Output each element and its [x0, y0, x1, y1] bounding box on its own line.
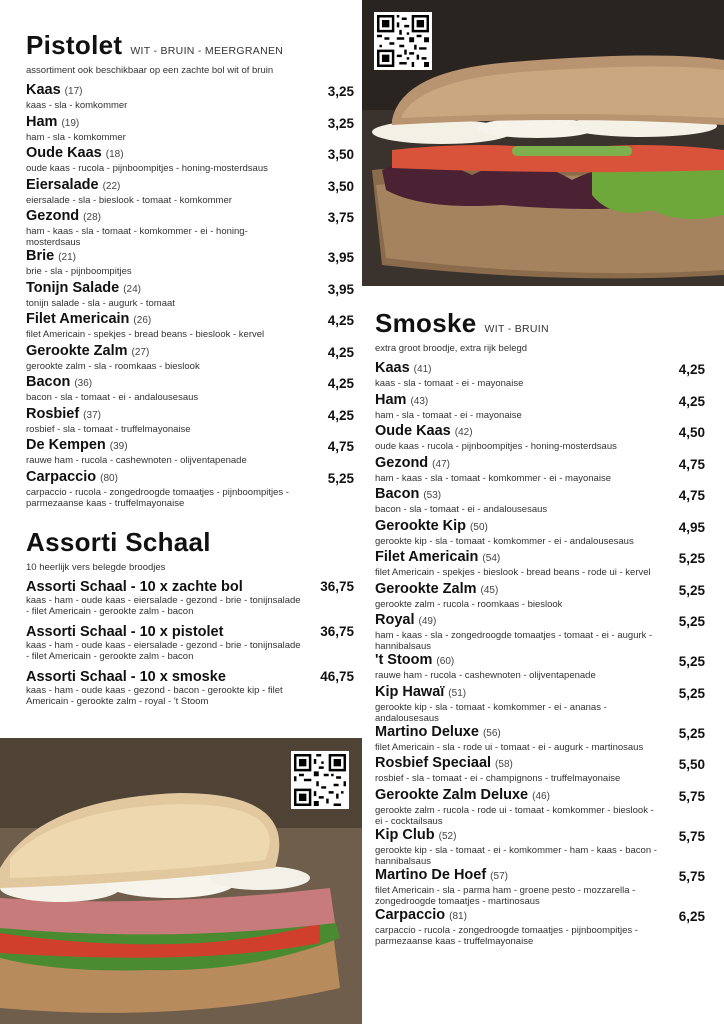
- menu-item: [26, 406, 362, 438]
- menu-item-title: [375, 360, 657, 378]
- menu-item-title: [26, 248, 294, 266]
- menu-item-name: Assorti Schaal - 10 x smoske: [26, 668, 226, 685]
- menu-item-price: 5,25: [678, 551, 705, 566]
- menu-item-info: [375, 827, 657, 867]
- menu-item-title: [375, 486, 657, 504]
- menu-item-number: (27): [131, 346, 150, 358]
- menu-item-description: ham - kaas - sla - tomaat - komkommer - ei - mayonaise: [375, 472, 611, 484]
- menu-item: [375, 652, 724, 684]
- menu-item-title: [26, 208, 294, 226]
- menu-item-number: (80): [100, 472, 118, 484]
- assorti-header: [26, 527, 362, 558]
- menu-item-description: gerookte kip - sla - tomaat - komkommer - ei - andalousesaus: [375, 535, 634, 547]
- menu-item-price: 5,25: [678, 582, 705, 598]
- menu-item-number: (56): [482, 727, 501, 739]
- menu-item: [26, 177, 362, 209]
- menu-item: [375, 755, 724, 787]
- menu-item-price: 4,25: [327, 407, 354, 423]
- menu-item-name: Martino De Hoef: [375, 866, 487, 883]
- menu-item-title: [375, 684, 657, 702]
- menu-item-info: [26, 177, 294, 206]
- menu-item-info: [26, 374, 294, 403]
- menu-item-price: 4,25: [327, 344, 354, 360]
- menu-item-name: Kip Hawaï: [375, 683, 445, 700]
- menu-item-title: [26, 669, 302, 685]
- right-column: [362, 286, 724, 1024]
- menu-item-name: De Kempen: [26, 437, 106, 453]
- menu-item-price: 4,25: [678, 393, 705, 409]
- menu-item-info: [375, 755, 657, 784]
- menu-item-description: ham - sla - komkommer: [26, 131, 126, 143]
- menu-item-description: filet Americain - spekjes - bieslook - bread beans - rode ui - kervel: [375, 567, 651, 578]
- menu-item-title: [375, 867, 657, 885]
- menu-item-number: (39): [109, 441, 128, 452]
- menu-item-description: rauwe ham - rucola - cashewnoten - olijventapenade: [26, 455, 247, 466]
- menu-item-name: Rosbief: [26, 405, 80, 422]
- menu-item-number: (19): [61, 117, 80, 129]
- menu-item-price: 5,25: [327, 470, 354, 486]
- menu-item-name: Gerookte Zalm: [375, 580, 477, 597]
- menu-item-name: Gerookte Zalm Deluxe: [375, 786, 529, 803]
- menu-item-name: Kip Club: [375, 826, 435, 843]
- menu-item-number: (51): [448, 687, 467, 699]
- menu-item-price: 5,75: [678, 828, 705, 844]
- menu-item-price: 46,75: [320, 668, 354, 684]
- menu-item-number: (60): [436, 656, 455, 667]
- menu-item: [375, 827, 724, 867]
- menu-item-description: oude kaas - rucola - pijnboompitjes - honing-mosterdsaus: [26, 163, 268, 174]
- assorti-title: Assorti Schaal: [26, 526, 211, 557]
- menu-item-name: Tonijn Salade: [26, 279, 120, 296]
- smoske-title: Smoske: [375, 308, 477, 338]
- menu-item-number: (17): [64, 86, 83, 97]
- menu-item-info: [375, 486, 657, 515]
- menu-item-description: gerookte zalm - rucola - roomkaas - bieslook: [375, 598, 563, 610]
- menu-item-number: (26): [133, 315, 152, 326]
- menu-item-title: [375, 455, 657, 473]
- menu-item-price: 4,75: [327, 439, 354, 454]
- menu-item: [375, 724, 724, 756]
- menu-item-description: rauwe ham - rucola - cashewnoten - olijventapenade: [375, 670, 596, 681]
- sandwich-photo-top: [362, 0, 724, 286]
- menu-item: [26, 374, 362, 406]
- menu-item-name: Eiersalade: [26, 176, 99, 193]
- menu-item-price: 4,50: [678, 425, 705, 440]
- menu-item-number: (47): [432, 458, 450, 470]
- menu-item-price: 3,75: [327, 210, 354, 225]
- menu-item-info: [375, 907, 657, 947]
- menu-item-name: Bacon: [26, 374, 71, 390]
- menu-item: [26, 248, 362, 280]
- menu-item-description: kaas - sla - komkommer: [26, 100, 128, 111]
- menu-item-number: (50): [470, 521, 488, 533]
- menu-item-name: Rosbief Speciaal: [375, 755, 492, 771]
- menu-item-title: [26, 145, 294, 163]
- menu-item-title: [26, 177, 294, 195]
- menu-item-name: Carpaccio: [26, 468, 97, 485]
- menu-item-name: Ham: [375, 391, 407, 408]
- menu-item-title: [375, 392, 657, 410]
- menu-item-name: Carpaccio: [375, 906, 446, 923]
- menu-item-price: 3,95: [327, 250, 354, 265]
- menu-item-info: [26, 311, 294, 340]
- menu-item-name: Ham: [26, 113, 58, 130]
- menu-item-price: 3,25: [327, 84, 354, 99]
- menu-item: [375, 518, 724, 550]
- menu-item-info: [26, 406, 294, 435]
- menu-item-price: 5,50: [678, 757, 705, 772]
- menu-item-name: Gerookte Kip: [375, 517, 467, 534]
- menu-item-info: [26, 624, 302, 662]
- menu-item-number: (24): [123, 283, 141, 295]
- menu-item-number: (52): [438, 830, 457, 842]
- menu-item-description: ham - sla - tomaat - ei - mayonaise: [375, 409, 522, 421]
- menu-item-number: (53): [423, 490, 442, 501]
- menu-item: [375, 455, 724, 487]
- menu-item-description: ham - kaas - sla - tomaat - komkommer - ei - honing-mosterdsaus: [26, 226, 248, 248]
- menu-item-price: 3,25: [327, 115, 354, 131]
- menu-item-description: filet Americain - spekjes - bread beans - bieslook - kervel: [26, 329, 265, 340]
- menu-item-info: [26, 343, 294, 372]
- menu-item-title: [26, 579, 302, 595]
- sandwich-photo-bottom: [0, 738, 362, 1024]
- menu-item-title: [375, 652, 657, 670]
- menu-item-name: Oude Kaas: [26, 145, 102, 161]
- menu-item-info: [375, 867, 657, 907]
- menu-item-title: [26, 624, 302, 640]
- menu-item-title: [375, 724, 657, 742]
- menu-item-title: [375, 549, 657, 567]
- menu-item: [375, 549, 724, 581]
- menu-item-description: kaas - ham - oude kaas - eiersalade - gezond - brie - tonijnsalade - filet Americain - gerookte zalm - bacon: [26, 639, 301, 662]
- menu-item-price: 4,25: [327, 376, 354, 391]
- menu-item-number: (46): [532, 790, 550, 802]
- menu-item-number: (49): [418, 616, 437, 627]
- pistolet-header: [26, 30, 362, 61]
- menu-item-number: (37): [83, 409, 101, 421]
- smoske-subtitle: WIT - BRUIN: [484, 323, 549, 335]
- menu-item: [26, 280, 362, 312]
- menu-item-title: [375, 787, 657, 805]
- menu-item-description: brie - sla - pijnboompitjes: [26, 266, 132, 277]
- menu-item-info: [375, 455, 657, 484]
- menu-item-title: [375, 612, 657, 630]
- menu-item-description: filet Americain - sla - parma ham - groene pesto - mozzarella - zongedroogde tomaatjes - martinosaus: [375, 884, 636, 907]
- pistolet-title: Pistolet: [26, 30, 123, 60]
- smoske-header: [375, 308, 724, 339]
- menu-item-price: 5,25: [678, 725, 705, 741]
- menu-item-price: 4,25: [678, 362, 705, 377]
- menu-item-price: 36,75: [320, 623, 354, 639]
- menu-item: [26, 343, 362, 375]
- menu-item-description: kaas - ham - oude kaas - eiersalade - gezond - brie - tonijnsalade - filet Americain - gerookte zalm - bacon: [26, 594, 301, 617]
- menu-item-info: [26, 82, 294, 111]
- menu-item-description: gerookte kip - sla - tomaat - komkommer - ei - ananas - andalousesaus: [375, 701, 607, 724]
- menu-item-name: Kaas: [375, 360, 410, 376]
- menu-item-description: tonijn salade - sla - augurk - tomaat: [26, 297, 175, 309]
- pistolet-subtitle: WIT - BRUIN - MEERGRANEN: [130, 45, 284, 57]
- menu-item-title: [26, 114, 294, 132]
- menu-item-info: [26, 669, 302, 707]
- assorti-list: [26, 579, 362, 714]
- menu-item-title: [26, 374, 294, 392]
- menu-item: [375, 360, 724, 392]
- menu-item-title: [26, 82, 294, 100]
- menu-item: [375, 684, 724, 724]
- menu-item-name: Gerookte Zalm: [26, 342, 128, 359]
- qr-code-icon: [291, 751, 349, 809]
- menu-item-name: Assorti Schaal - 10 x zachte bol: [26, 578, 243, 595]
- menu-item-info: [26, 114, 294, 143]
- menu-item-info: [375, 684, 657, 724]
- menu-item-number: (57): [490, 870, 508, 882]
- menu-item-price: 5,75: [678, 788, 705, 804]
- menu-item-number: (54): [482, 553, 501, 564]
- menu-item-title: [375, 581, 657, 599]
- menu-item: [375, 486, 724, 518]
- menu-item-number: (58): [495, 759, 513, 770]
- menu-item-description: bacon - sla - tomaat - ei - andalousesaus: [26, 392, 199, 403]
- pistolet-list: [26, 82, 362, 509]
- menu-item-info: [375, 787, 657, 827]
- menu-item-title: [375, 518, 657, 536]
- assorti-note: 10 heerlijk vers belegde broodjes: [26, 561, 166, 573]
- menu-item-title: [375, 827, 657, 845]
- menu-item-name: Gezond: [26, 208, 80, 224]
- menu-item-description: gerookte zalm - rucola - rode ui - tomaat - komkommer - bieslook - ei - cocktailsaus: [375, 804, 654, 827]
- menu-item-info: [375, 652, 657, 681]
- menu-item-info: [375, 581, 657, 610]
- menu-item-number: (28): [83, 212, 101, 223]
- menu-item-info: [26, 145, 294, 174]
- menu-item: [375, 787, 724, 827]
- menu-item-name: Oude Kaas: [375, 423, 451, 439]
- menu-item-number: (45): [480, 584, 499, 596]
- menu-item-name: 't Stoom: [375, 652, 433, 668]
- menu-item: [26, 437, 362, 469]
- pistolet-note: assortiment ook beschikbaar op een zachte bol wit of bruin: [26, 65, 274, 76]
- menu-item-info: [26, 280, 294, 309]
- menu-item-info: [26, 208, 294, 248]
- menu-item-title: [375, 755, 657, 773]
- menu-item: [26, 469, 362, 509]
- menu-item-description: carpaccio - rucola - zongedroogde tomaatjes - pijnboompitjes - parmezaanse kaas - truffelmayonaise: [26, 486, 289, 509]
- menu-item-number: (43): [410, 395, 429, 407]
- menu-item-price: 5,25: [678, 654, 705, 669]
- menu-item-title: [26, 343, 294, 361]
- menu-item-price: 4,75: [678, 456, 705, 472]
- menu-item-price: 4,25: [327, 313, 354, 328]
- menu-item-price: 3,50: [327, 178, 354, 194]
- menu-item-info: [375, 518, 657, 547]
- menu-item-name: Gezond: [375, 454, 429, 471]
- menu-item-info: [375, 392, 657, 421]
- smoske-list: [375, 360, 724, 947]
- menu-item: [375, 581, 724, 613]
- menu-item-description: rosbief - sla - tomaat - truffelmayonaise: [26, 423, 191, 435]
- menu-item-info: [26, 469, 294, 509]
- menu-item-name: Filet Americain: [375, 549, 479, 565]
- qr-code-icon: [374, 12, 432, 70]
- left-column: [0, 0, 362, 738]
- menu-item-price: 4,95: [678, 519, 705, 535]
- menu-item-title: [375, 907, 657, 925]
- menu-item: [375, 423, 724, 455]
- menu-item-price: 5,25: [678, 685, 705, 701]
- menu-item-title: [26, 406, 294, 424]
- smoske-note: extra groot broodje, extra rijk belegd: [375, 343, 528, 354]
- menu-item-info: [375, 724, 657, 753]
- menu-item-name: Brie: [26, 248, 55, 264]
- menu-item-number: (18): [105, 149, 124, 160]
- menu-item-info: [26, 248, 294, 277]
- menu-item-description: carpaccio - rucola - zongedroogde tomaatjes - pijnboompitjes - parmezaanse kaas - truffelmayonaise: [375, 924, 638, 947]
- menu-item-info: [375, 360, 657, 389]
- menu-item: [26, 624, 362, 669]
- menu-item-number: (22): [102, 180, 121, 192]
- menu-item: [26, 82, 362, 114]
- menu-item-price: 3,95: [327, 281, 354, 297]
- menu-item-title: [375, 423, 657, 441]
- menu-item: [26, 114, 362, 146]
- menu-item: [26, 669, 362, 714]
- menu-item: [375, 867, 724, 907]
- menu-item: [26, 145, 362, 177]
- menu-item-title: [26, 437, 294, 455]
- menu-item-price: 5,75: [678, 868, 705, 884]
- menu-item-description: eiersalade - sla - bieslook - tomaat - komkommer: [26, 194, 232, 206]
- menu-item-name: Assorti Schaal - 10 x pistolet: [26, 623, 224, 640]
- menu-item-price: 36,75: [320, 578, 354, 594]
- menu-item-description: rosbief - sla - tomaat - ei - champignons - truffelmayonaise: [375, 773, 621, 784]
- menu-item-number: (42): [454, 427, 473, 438]
- menu-item-price: 5,25: [678, 614, 705, 629]
- menu-item-description: oude kaas - rucola - pijnboompitjes - honing-mosterdsaus: [375, 441, 617, 452]
- menu-item-title: [26, 280, 294, 298]
- menu-item: [375, 907, 724, 947]
- menu-item-description: filet Americain - sla - rode ui - tomaat - ei - augurk - martinosaus: [375, 741, 644, 753]
- menu-item-title: [26, 469, 294, 487]
- menu-item-name: Filet Americain: [26, 311, 130, 327]
- menu-item-name: Royal: [375, 612, 415, 628]
- menu-item-info: [375, 549, 657, 578]
- menu-item-name: Martino Deluxe: [375, 723, 479, 740]
- menu-item-info: [375, 423, 657, 452]
- menu-item-description: kaas - ham - oude kaas - gezond - bacon - gerookte kip - filet Americain - gerookte zalm - royal - 't Stoom: [26, 684, 283, 707]
- menu-item: [375, 612, 724, 652]
- menu-item: [26, 311, 362, 343]
- menu-item-description: kaas - sla - tomaat - ei - mayonaise: [375, 378, 524, 389]
- menu-item: [26, 208, 362, 248]
- menu-item-number: (41): [413, 364, 432, 375]
- menu-item-number: (81): [449, 910, 467, 922]
- menu-item-name: Bacon: [375, 486, 420, 502]
- menu-item-info: [26, 579, 302, 617]
- menu-item-description: ham - kaas - sla - zongedroogde tomaatjes - tomaat - ei - augurk - hannibalsaus: [375, 630, 653, 652]
- menu-item: [375, 392, 724, 424]
- menu-item-price: 6,25: [678, 908, 705, 924]
- menu-item-name: Kaas: [26, 82, 61, 98]
- menu-item-number: (36): [74, 378, 93, 389]
- menu-item-number: (21): [58, 252, 77, 263]
- menu-item-info: [375, 612, 657, 652]
- menu-item-price: 4,75: [678, 488, 705, 503]
- menu-item-price: 3,50: [327, 147, 354, 162]
- menu-item: [26, 579, 362, 624]
- menu-item-description: gerookte kip - sla - tomaat - ei - komkommer - ham - kaas - bacon - hannibalsaus: [375, 844, 657, 867]
- menu-item-description: gerookte zalm - sla - roomkaas - bieslook: [26, 360, 200, 372]
- qr-code-graphic: [294, 754, 346, 806]
- qr-code-graphic: [377, 15, 429, 67]
- menu-item-description: bacon - sla - tomaat - ei - andalousesaus: [375, 504, 548, 515]
- menu-item-title: [26, 311, 294, 329]
- menu-item-info: [26, 437, 294, 466]
